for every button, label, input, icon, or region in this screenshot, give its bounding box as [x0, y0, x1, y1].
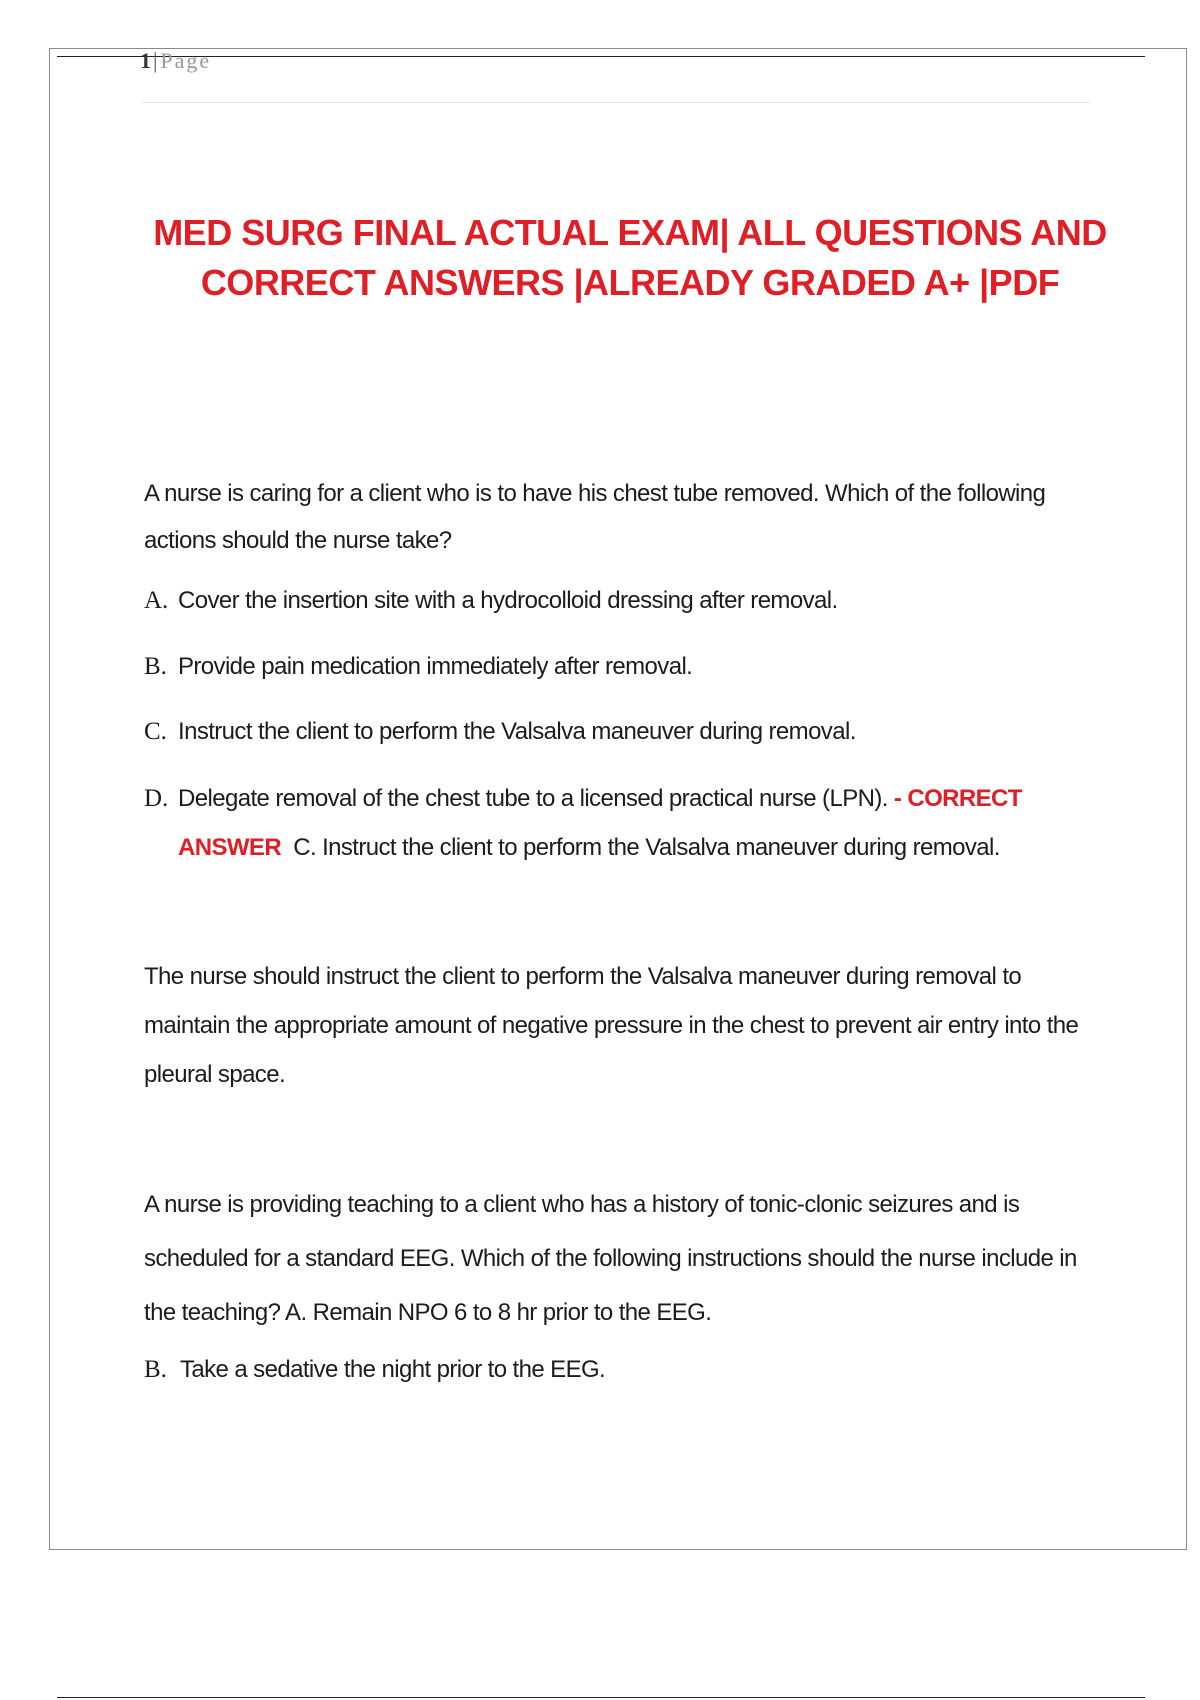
- page-number: 1: [140, 48, 151, 73]
- option-letter: B.: [144, 653, 167, 680]
- page-header: [140, 50, 211, 72]
- header-rule: [142, 102, 1090, 103]
- top-rule: [57, 56, 1145, 57]
- correct-answer-marker-continued: ANSWER: [178, 834, 282, 861]
- option-text: Cover the insertion site with a hydrocolloid dressing after removal.: [178, 587, 838, 614]
- page-header-separator: |: [153, 48, 158, 73]
- question-1-option-c: [144, 708, 1079, 756]
- question-1-answer: [178, 824, 1078, 872]
- question-1-stem: A nurse is caring for a client who is to have his chest tube removed. Which of the following actions should the nurse take?: [144, 480, 1046, 554]
- question-2-stem: A nurse is providing teaching to a client who has a history of tonic-clonic seizures and is scheduled for a standard EEG. Which of the following instructions should the nurse include in the teaching? A. Remain NPO 6 to 8 hr prior to the EEG.: [144, 1191, 1077, 1326]
- correct-answer-marker: - CORRECT: [893, 785, 1022, 812]
- title-line-2: CORRECT ANSWERS |ALREADY GRADED A+ |PDF: [200, 262, 1060, 303]
- option-letter: D.: [144, 785, 169, 812]
- option-text: Provide pain medication immediately after removal.: [178, 653, 693, 680]
- option-text: Instruct the client to perform the Valsalva maneuver during removal.: [178, 718, 856, 745]
- option-letter: A.: [144, 587, 169, 614]
- question-1-option-d: [144, 775, 1079, 823]
- question-1-explanation: The nurse should instruct the client to perform the Valsalva maneuver during removal to maintain the appropriate amount of negative pressure in the chest to prevent air entry into the pleural space.: [144, 963, 1079, 1088]
- question-2-option-b: [144, 1346, 1079, 1394]
- option-letter: B.: [144, 1356, 167, 1383]
- title-line-1: MED SURG FINAL ACTUAL EXAM| ALL QUESTIONS AND: [153, 212, 1107, 253]
- next-page-top-rule: [57, 1697, 1145, 1698]
- question-1-option-b: [144, 643, 1079, 691]
- correct-answer-text: C. Instruct the client to perform the Valsalva maneuver during removal.: [293, 834, 1000, 861]
- option-text: Take a sedative the night prior to the EEG.: [180, 1356, 606, 1383]
- document-title: [140, 208, 1120, 308]
- page-label: Page: [160, 48, 212, 73]
- option-text: Delegate removal of the chest tube to a licensed practical nurse (LPN).: [178, 785, 888, 812]
- question-1-option-a: [144, 577, 1079, 625]
- option-letter: C.: [144, 718, 167, 745]
